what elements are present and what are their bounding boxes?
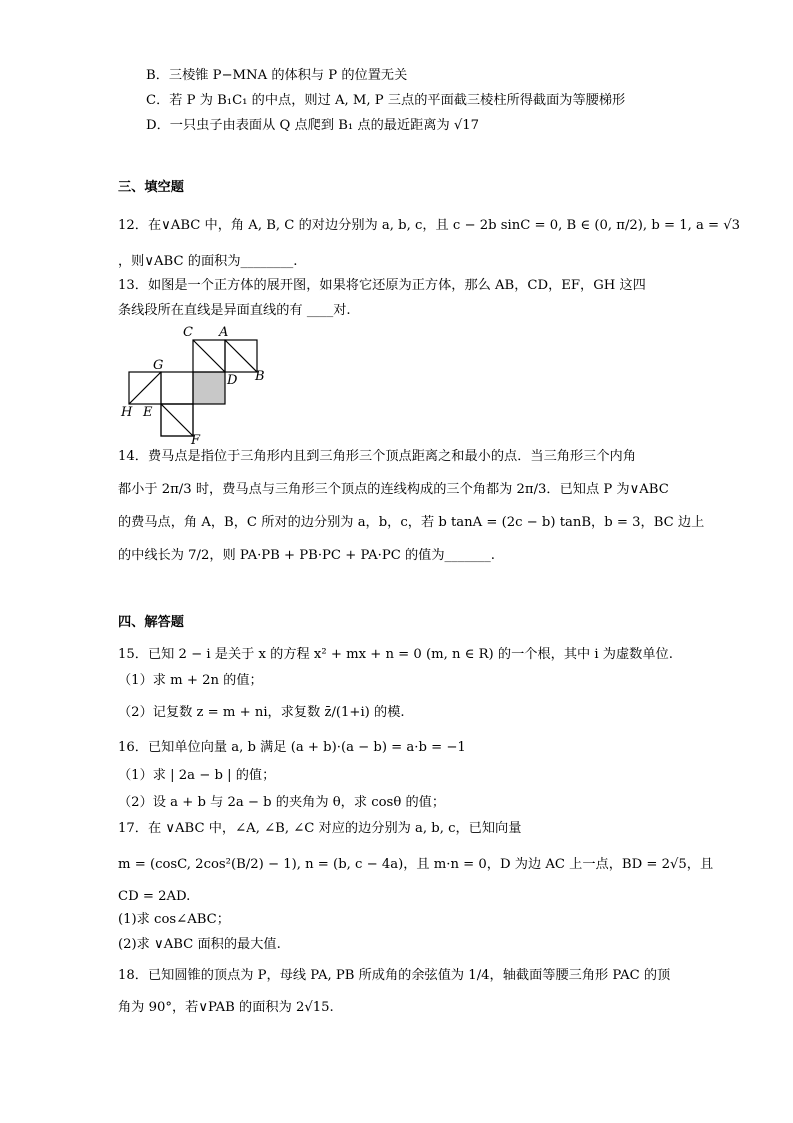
- segment-cd: [193, 340, 225, 372]
- q17-part2: (2)求 ∨ABC 面积的最大值.: [118, 937, 281, 952]
- segment-gh: [129, 372, 161, 404]
- label-b: B: [255, 369, 265, 384]
- label-f: F: [191, 433, 201, 447]
- q15-line1: 15．已知 2 − i 是关于 x 的方程 x² + mx + n = 0 (m, n ∈ R) 的一个根，其中 i 为虚数单位.: [118, 647, 673, 662]
- q12-line2: ，则∨ABC 的面积为________.: [118, 254, 298, 269]
- segment-ef: [161, 404, 193, 436]
- cube-net-figure: [115, 322, 275, 447]
- label-e: E: [143, 405, 153, 420]
- q14-line1: 14．费马点是指位于三角形内且到三角形三个顶点距离之和最小的点．当三角形三个内角: [118, 449, 636, 464]
- label-g: G: [153, 358, 164, 373]
- q13-line1: 13．如图是一个正方体的展开图，如果将它还原为正方体，那么 AB，CD，EF，GH 这四: [118, 278, 646, 293]
- q11-option-d: D．一只虫子由表面从 Q 点爬到 B₁ 点的最近距离为 √17: [146, 118, 480, 133]
- q15-part1: （1）求 m + 2n 的值；: [118, 673, 263, 688]
- q11-option-b: B．三棱锥 P−MNA 的体积与 P 的位置无关: [146, 68, 408, 83]
- q16-part1: （1）求 | 2a − b | 的值；: [118, 768, 276, 783]
- label-h: H: [121, 405, 133, 420]
- section-title-solutions: 四、解答题: [118, 615, 184, 630]
- q17-line2: m = (cosC, 2cos²(B/2) − 1), n = (b, c − 4a)，且 m·n = 0，D 为边 AC 上一点，BD = 2√5，且: [118, 857, 714, 872]
- q17-line3: CD = 2AD.: [118, 889, 191, 904]
- segment-ab: [225, 340, 257, 372]
- shaded-square: [193, 372, 225, 404]
- q17-part1: (1)求 cos∠ABC；: [118, 912, 230, 927]
- q18-line2: 角为 90°，若∨PAB 的面积为 2√15.: [118, 1000, 334, 1015]
- q13-line2: 条线段所在直线是异面直线的有 ____对.: [118, 303, 351, 318]
- q14-line4: 的中线长为 7/2，则 PA·PB + PB·PC + PA·PC 的值为_______.: [118, 548, 495, 563]
- q12-line1: 12．在∨ABC 中，角 A, B, C 的对边分别为 a, b, c，且 c − 2b sinC = 0, B ∈ (0, π/2), b = 1, a = √3: [118, 218, 741, 233]
- label-a: A: [219, 325, 229, 340]
- q18-line1: 18．已知圆锥的顶点为 P，母线 PA, PB 所成角的余弦值为 1/4，轴截面等腰三角形 PAC 的顶: [118, 968, 671, 983]
- q11-option-c: C．若 P 为 B₁C₁ 的中点，则过 A, M, P 三点的平面截三棱柱所得截面为等腰梯形: [146, 93, 626, 108]
- q16-part2: （2）设 a + b 与 2a − b 的夹角为 θ，求 cosθ 的值；: [118, 795, 446, 810]
- label-d: D: [227, 373, 238, 388]
- label-c: C: [183, 325, 193, 340]
- q16-line1: 16．已知单位向量 a, b 满足 (a + b)·(a − b) = a·b = −1: [118, 740, 466, 755]
- section-title-fill-in: 三、填空题: [118, 180, 184, 195]
- q14-line3: 的费马点，角 A，B，C 所对的边分别为 a，b，c，若 b tanA = (2c − b) tanB，b = 3，BC 边上: [118, 515, 705, 530]
- q14-line2: 都小于 2π/3 时，费马点与三角形三个顶点的连线构成的三个角都为 2π/3．已知点 P 为∨ABC: [118, 482, 669, 497]
- q17-line1: 17．在 ∨ABC 中，∠A, ∠B, ∠C 对应的边分别为 a, b, c，已知向量: [118, 821, 522, 836]
- q15-part2: （2）记复数 z = m + ni，求复数 z̄/(1+i) 的模.: [118, 705, 405, 720]
